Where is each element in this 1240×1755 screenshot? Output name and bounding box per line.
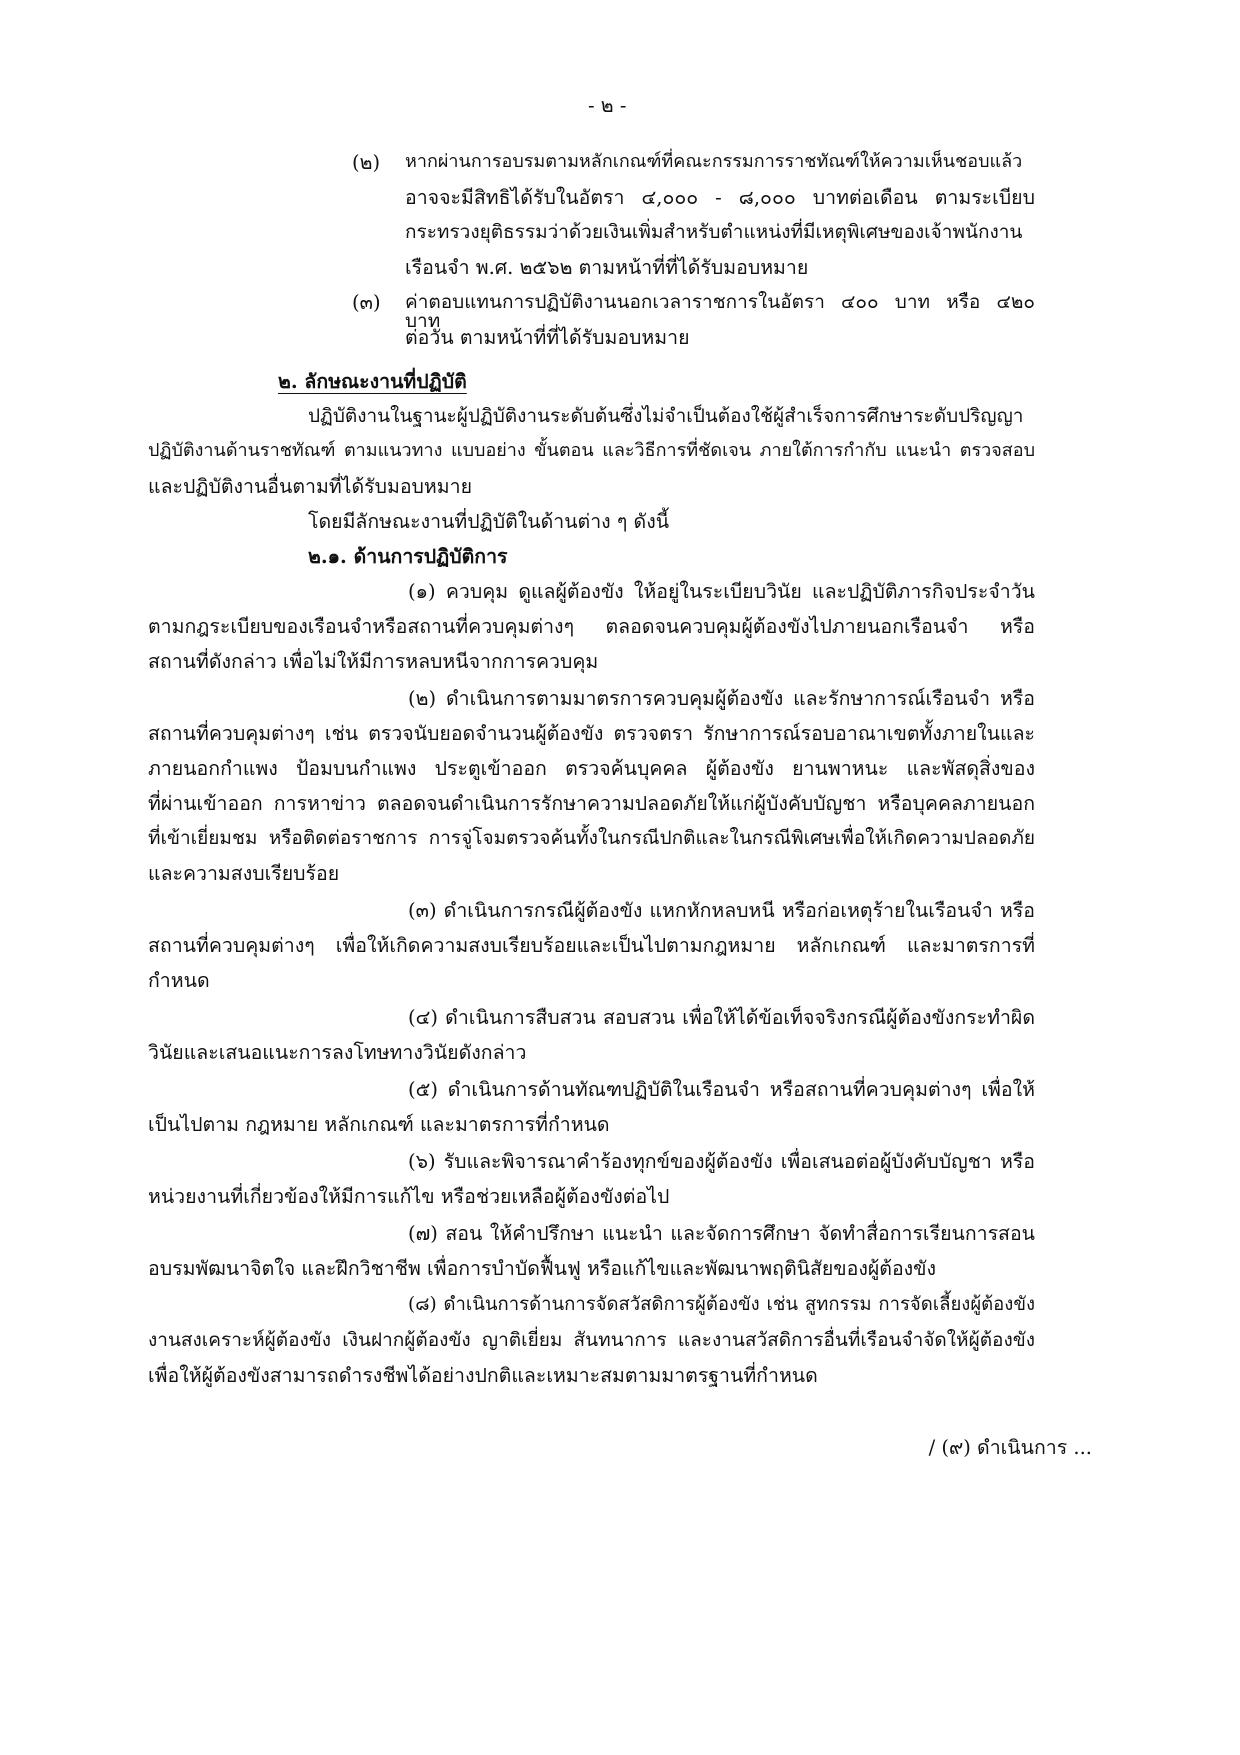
duty-line: (๖) รับและพิจารณาคำร้องทุกข์ของผู้ต้องขัง เพื่อเสนอต่อผู้บังคับบัญชา หรือ: [408, 1150, 1035, 1173]
item-text-line: กระทรวงยุติธรรมว่าด้วยเงินเพิ่มสำหรับตำแหน่งที่มีเหตุพิเศษของเจ้าพนักงาน: [405, 221, 1023, 243]
duty-line: (๑) ควบคุม ดูแลผู้ต้องขัง ให้อยู่ในระเบียบวินัย และปฏิบัติภารกิจประจำวัน: [408, 580, 1035, 603]
duty-line: หน่วยงานที่เกี่ยวข้องให้มีการแก้ไข หรือช่วยเหลือผู้ต้องขังต่อไป: [148, 1185, 670, 1208]
duty-line: ภายนอกกำแพง ป้อมบนกำแพง ประตูเข้าออก ตรวจค้นบุคคล ผู้ต้องขัง ยานพาหนะ และพัสดุสิ่งของ: [148, 757, 1035, 780]
subsection-heading: ๒.๑. ด้านการปฏิบัติการ: [308, 545, 508, 568]
duty-line: ตามกฎระเบียบของเรือนจำหรือสถานที่ควบคุมต่างๆ ตลอดจนควบคุมผู้ต้องขังไปภายนอกเรือนจำ หรือ: [148, 615, 1035, 638]
duty-line: (๓) ดำเนินการกรณีผู้ต้องขัง แหกหักหลบหนี หรือก่อเหตุร้ายในเรือนจำ หรือ: [408, 899, 1035, 922]
duty-line: (๔) ดำเนินการสืบสวน สอบสวน เพื่อให้ได้ข้อเท็จจริงกรณีผู้ต้องขังกระทำผิด: [408, 1006, 1035, 1029]
duty-line: (๘) ดำเนินการด้านการจัดสวัสดิการผู้ต้องขัง เช่น สูทกรรม การจัดเลี้ยงผู้ต้องขัง: [408, 1294, 1035, 1315]
duty-line: (๕) ดำเนินการด้านทัณฑปฏิบัติในเรือนจำ หรือสถานที่ควบคุมต่างๆ เพื่อให้: [408, 1078, 1035, 1101]
duty-line: อบรมพัฒนาจิตใจ และฝึกวิชาชีพ เพื่อการบำบัดฟื้นฟู หรือแก้ไขและพัฒนาพฤตินิสัยของผู้ต้องขัง: [148, 1257, 937, 1280]
paragraph-line: และปฏิบัติงานอื่นตามที่ได้รับมอบหมาย: [148, 475, 473, 498]
paragraph-line: ปฏิบัติงานในฐานะผู้ปฏิบัติงานระดับต้นซึ่งไม่จำเป็นต้องใช้ผู้สำเร็จการศึกษาระดับปริญญา: [308, 405, 1024, 427]
duty-line: ที่ผ่านเข้าออก การหาข่าว ตลอดจนดำเนินการรักษาความปลอดภัยให้แก่ผู้บังคับบัญชา หรือบุคคลภายนอก: [148, 792, 1035, 815]
duty-line: สถานที่ดังกล่าว เพื่อไม่ให้มีการหลบหนีจากการควบคุม: [148, 650, 599, 673]
item-text-line: ต่อวัน ตามหน้าที่ที่ได้รับมอบหมาย: [405, 326, 690, 349]
item-number: (๓): [352, 291, 381, 314]
duty-line: ที่เข้าเยี่ยมชม หรือติดต่อราชการ การจู่โจมตรวจค้นทั้งในกรณีปกติและในกรณีพิเศษเพื่อให้เกิดความปลอดภัย: [148, 827, 1035, 849]
duty-line: งานสงเคราะห์ผู้ต้องขัง เงินฝากผู้ต้องขัง ญาติเยี่ยม สันทนาการ และงานสวัสดิการอื่นที่เรือนจำจัดให้ผู้ต้องขัง: [148, 1329, 1035, 1351]
section-intro: โดยมีลักษณะงานที่ปฏิบัติในด้านต่าง ๆ ดังนี้: [308, 510, 670, 533]
duty-line: และความสงบเรียบร้อย: [148, 862, 340, 885]
section-heading: ๒. ลักษณะงานที่ปฏิบัติ: [278, 370, 467, 393]
duty-line: กำหนด: [148, 969, 210, 992]
item-text-line: ค่าตอบแทนการปฏิบัติงานนอกเวลาราชการในอัตรา ๔๐๐ บาท หรือ ๔๒๐ บาท: [405, 291, 1035, 332]
duty-line: (๒) ดำเนินการตามมาตรการควบคุมผู้ต้องขัง และรักษาการณ์เรือนจำ หรือ: [408, 687, 1035, 710]
item-text-line: เรือนจำ พ.ศ. ๒๕๖๒ ตามหน้าที่ที่ได้รับมอบหมาย: [405, 256, 809, 279]
duty-line: (๗) สอน ให้คำปรึกษา แนะนำ และจัดการศึกษา จัดทำสื่อการเรียนการสอน: [408, 1222, 1035, 1245]
page-number: - ๒ -: [588, 94, 627, 117]
duty-line: วินัยและเสนอแนะการลงโทษทางวินัยดังกล่าว: [148, 1041, 527, 1064]
duty-line: สถานที่ควบคุมต่างๆ เช่น ตรวจนับยอดจำนวนผู้ต้องขัง ตรวจตรา รักษาการณ์รอบอาณาเขตทั้งภายในและ: [148, 722, 1035, 745]
duty-line: เป็นไปตาม กฎหมาย หลักเกณฑ์ และมาตรการที่กำหนด: [148, 1113, 610, 1136]
paragraph-line: ปฏิบัติงานด้านราชทัณฑ์ ตามแนวทาง แบบอย่าง ขั้นตอน และวิธีการที่ชัดเจน ภายใต้การกำกับ แนะนำ ตรวจสอบ: [148, 440, 1035, 461]
item-text-line: หากผ่านการอบรมตามหลักเกณฑ์ที่คณะกรรมการราชทัณฑ์ให้ความเห็นชอบแล้ว: [405, 151, 1023, 172]
duty-line: สถานที่ควบคุมต่างๆ เพื่อให้เกิดความสงบเรียบร้อยและเป็นไปตามกฎหมาย หลักเกณฑ์ และมาตรการที่: [148, 934, 1035, 957]
item-number: (๒): [352, 151, 381, 174]
continuation-note: / (๙) ดำเนินการ ...: [928, 1436, 1092, 1459]
item-text-line: อาจจะมีสิทธิได้รับในอัตรา ๔,๐๐๐ - ๘,๐๐๐ บาทต่อเดือน ตามระเบียบ: [405, 186, 1035, 209]
duty-line: เพื่อให้ผู้ต้องขังสามารถดำรงชีพได้อย่างปกติและเหมาะสมตามมาตรฐานที่กำหนด: [148, 1364, 818, 1387]
